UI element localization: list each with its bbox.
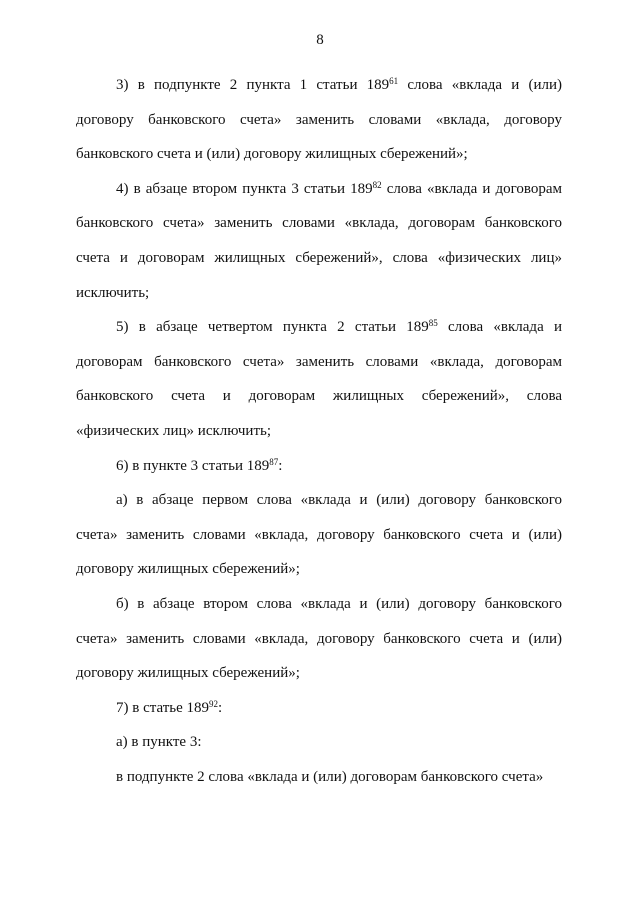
paragraph-item-7: 7) в статье $189^{92}$: bbox=[116, 698, 223, 716]
paragraph-subitem-a: а) в абзаце первом слова «вклада и (или) договору банковского счета» заменить словами «вклада, договору банковского счета и (или) договору жилищных сбережений»; bbox=[76, 492, 562, 578]
paragraph-subpoint-2: в подпункте 2 слова «вклада и (или) договорам банковского счета» bbox=[116, 768, 544, 785]
paragraph-subitem-a-point-3: а) в пункте 3: bbox=[116, 734, 202, 751]
paragraph-subitem-b: б) в абзаце втором слова «вклада и (или) договору банковского счета» заменить словами «вклада, договору банковского счета и (или) договору жилищных сбережений»; bbox=[76, 595, 562, 682]
page-number: 8 bbox=[316, 32, 324, 48]
paragraph-item-4: 4) в абзаце втором пункта 3 статьи $189^{82}$ слова «вклада и договорам банковского счета» заменить словами «вклада, договорам банковского счета и договорам жилищных сбережений», слова «физических лиц» исключить; bbox=[76, 179, 562, 301]
paragraph-item-3: 3) в подпункте 2 пункта 1 статьи $189^{61}$ слова «вклада и (или) договору банковского счета» заменить словами «вклада, договору банковского счета и (или) договору жилищных сбережений»; bbox=[76, 76, 563, 163]
paragraph-item-6: 6) в пункте 3 статьи $189^{87}$: bbox=[116, 456, 283, 474]
document-body bbox=[76, 68, 562, 794]
paragraph-item-5: 5) в абзаце четвертом пункта 2 статьи $189^{85}$ слова «вклада и договорам банковского счета» заменить словами «вклада, договорам банковского счета и договорам жилищных сбережений», слова «физических лиц» исключить; bbox=[76, 318, 562, 439]
